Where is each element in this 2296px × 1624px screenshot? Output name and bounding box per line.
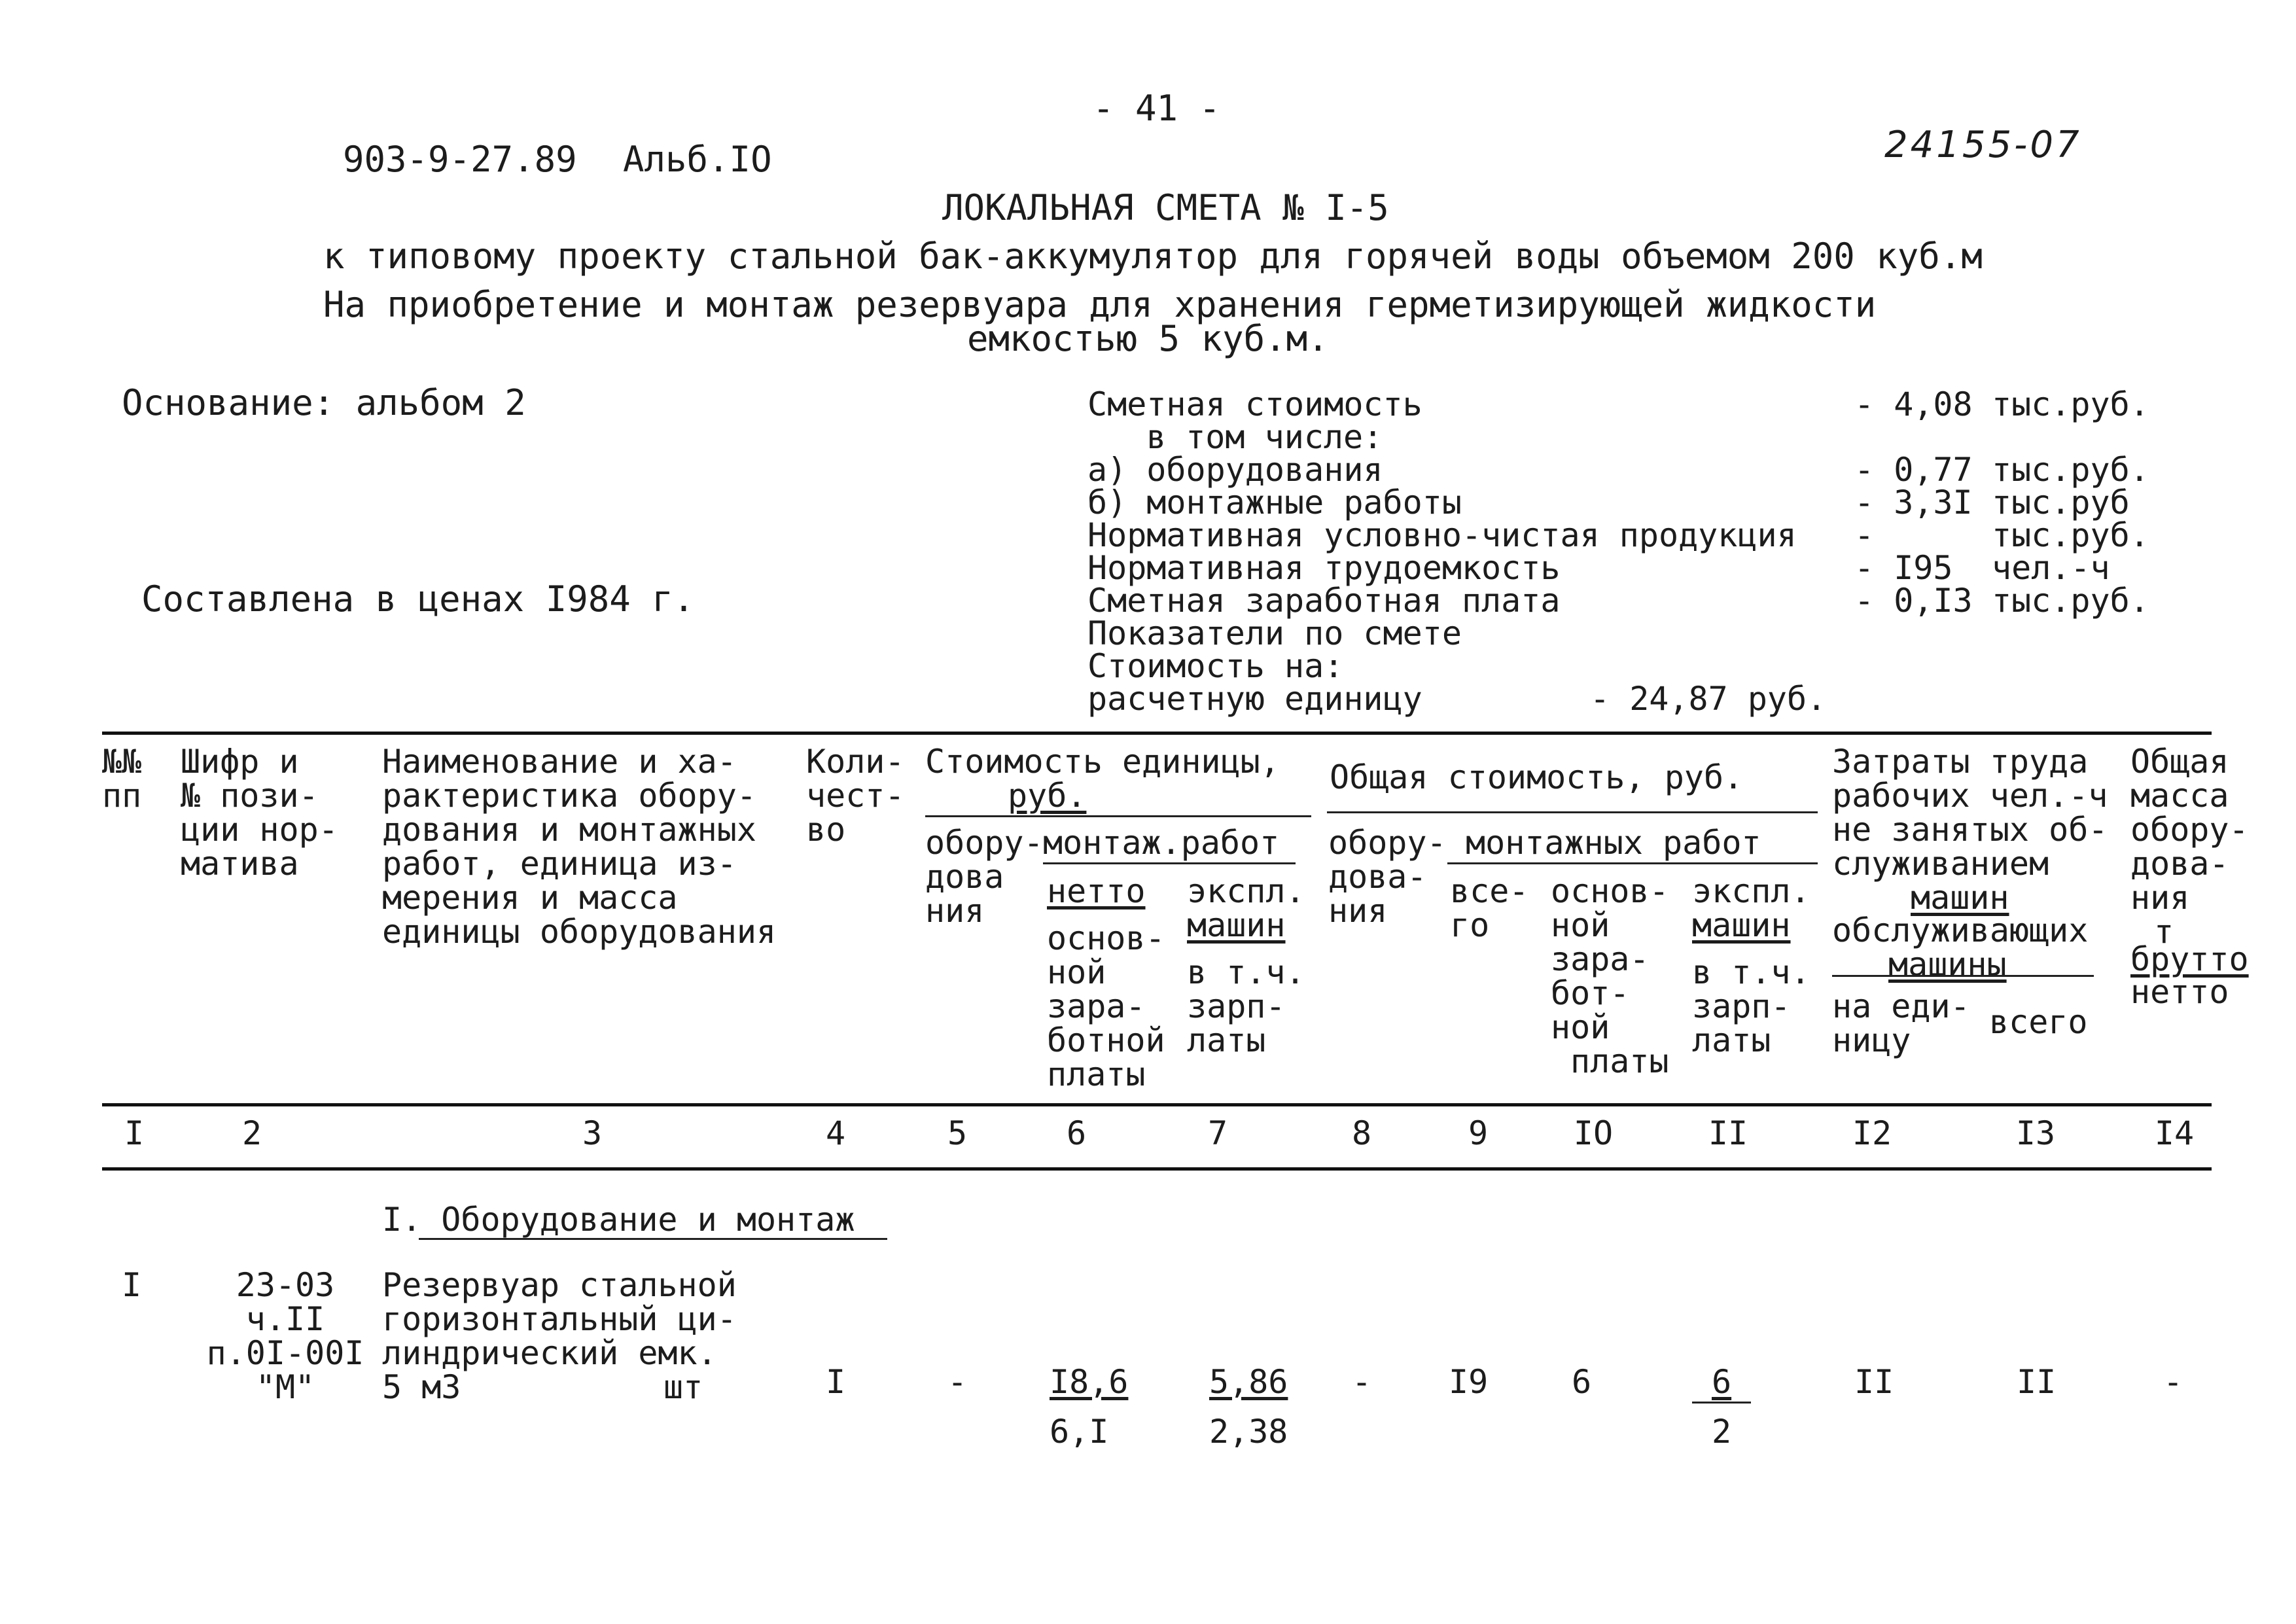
table-top-rule — [102, 732, 2212, 735]
row-col-10: 6 — [1572, 1363, 1592, 1401]
row-col-14: - — [2163, 1363, 2183, 1401]
header-line: масса — [2130, 777, 2229, 815]
header-line: матива — [181, 845, 299, 883]
row-col-8: - — [1352, 1363, 1372, 1401]
header-col-4 — [806, 745, 905, 847]
header-total-cost: Общая стоимость, руб. — [1330, 758, 1744, 796]
row-col-5: - — [947, 1363, 968, 1401]
header-col-1 — [102, 745, 141, 813]
header-labor-machines: машин — [1911, 879, 2009, 917]
header-col-13: всего — [1989, 1003, 2088, 1041]
header-col-6-netto: нетто — [1047, 872, 1146, 910]
header-line: обору- — [925, 824, 1044, 862]
column-number: I4 — [2154, 1114, 2195, 1152]
summary-unit: тыс.руб. — [1992, 582, 2149, 620]
column-number: II — [1708, 1114, 1748, 1152]
column-number: I — [124, 1114, 145, 1152]
header-line: зара- — [1551, 940, 1650, 978]
header-col-3 — [382, 745, 776, 949]
header-line: все- — [1450, 872, 1529, 910]
header-line: латы — [1692, 1021, 1771, 1059]
header-line: ницу — [1832, 1021, 1911, 1059]
summary-unit: тыс.руб — [1992, 484, 2130, 521]
summary-label: Нормативная трудоемкость — [1087, 549, 1561, 587]
header-line: машин — [1187, 906, 1286, 944]
row-col-12: II — [1854, 1363, 1894, 1401]
header-line: платы — [1570, 1042, 1669, 1080]
row-col-11-machines: 6 — [1712, 1363, 1732, 1401]
summary-unit: тыс.руб. — [1992, 516, 2149, 554]
header-col-11 — [1692, 955, 1810, 1057]
header-line: Шифр и — [181, 743, 299, 781]
section-title-underline — [419, 1238, 887, 1240]
header-line: ния — [1328, 892, 1388, 930]
header-col-6 — [1047, 921, 1165, 1091]
basis-text: Основание: альбом 2 — [122, 382, 526, 423]
document-code: 903-9-27.89 — [343, 139, 577, 180]
header-line: Затраты труда — [1832, 743, 2089, 781]
header-line: ния — [925, 892, 985, 930]
header-line: т — [2154, 913, 2174, 951]
header-line: работ, единица из- — [382, 845, 737, 883]
header-line: служиванием — [1832, 845, 2049, 883]
section-title: I. Оборудование и монтаж — [382, 1201, 855, 1239]
header-rule — [1832, 975, 2094, 977]
header-line: Наименование и ха- — [382, 743, 737, 781]
header-line: дова — [925, 858, 1004, 896]
header-unit-cost-rub: руб. — [1008, 777, 1087, 815]
header-line: рактеристика обору- — [382, 777, 756, 815]
code-line: ч.II — [245, 1300, 325, 1338]
column-number: 3 — [582, 1114, 603, 1152]
header-line: Коли- — [806, 743, 905, 781]
header-col-12 — [1832, 989, 1970, 1057]
header-col-8 — [1328, 826, 1447, 928]
page-number: - 41 - — [1093, 88, 1221, 129]
summary-label: а) оборудования — [1087, 451, 1383, 489]
header-mont-works-2: монтажных работ — [1466, 824, 1761, 862]
header-col-9 — [1450, 874, 1528, 942]
column-number: 7 — [1207, 1114, 1228, 1152]
header-line: обору- — [2130, 811, 2249, 849]
column-number: 9 — [1468, 1114, 1489, 1152]
header-col-5 — [925, 826, 1044, 928]
header-line: ции нор- — [181, 811, 338, 849]
header-col-14-brutto: брутто — [2130, 940, 2249, 978]
summary-value: - — [1854, 516, 1875, 554]
summary-value: - I95 — [1854, 549, 1953, 587]
summary-label: расчетную единицу — [1087, 680, 1422, 718]
header-line: обслуживающих — [1832, 911, 2089, 949]
name-line: Резервуар стальной — [382, 1266, 737, 1304]
estimate-subtitle-1: к типовому проекту стальной бак-аккумулятор для горячей воды объемом 200 куб.м — [323, 236, 1983, 277]
name-line: 5 м3 — [382, 1368, 461, 1406]
header-bottom-rule — [102, 1103, 2212, 1106]
header-line: ной — [1047, 953, 1106, 991]
summary-value: - 3,3I — [1854, 484, 1973, 521]
header-line: экспл. — [1692, 872, 1810, 910]
header-rule — [1043, 862, 1296, 864]
header-line: основ- — [1551, 872, 1669, 910]
header-line: зара- — [1047, 987, 1146, 1025]
row-quantity: I — [826, 1363, 846, 1401]
header-line: машины — [1888, 945, 2007, 983]
header-line: рабочих чел.-ч — [1832, 777, 2108, 815]
estimate-subtitle-3: емкостью 5 куб.м. — [967, 318, 1329, 359]
header-line: ной — [1551, 906, 1610, 944]
estimate-subtitle-2: На приобретение и монтаж резервуара для хранения герметизирующей жидкости — [323, 284, 1877, 325]
summary-label: Показатели по смете — [1087, 614, 1462, 652]
header-col-7-top — [1187, 874, 1305, 942]
summary-value: - 4,08 — [1854, 385, 1973, 423]
column-number: IO — [1573, 1114, 1614, 1152]
column-number: 4 — [825, 1114, 846, 1152]
summary-label: Стоимость на: — [1087, 647, 1344, 685]
summary-value: - 0,77 — [1854, 451, 1973, 489]
header-line: зарп- — [1692, 987, 1791, 1025]
header-line: единицы оборудования — [382, 913, 777, 951]
row-col-11-rule — [1692, 1402, 1751, 1403]
header-line: мерения и масса — [382, 879, 678, 917]
header-line: № пози- — [181, 777, 319, 815]
row-unit: шт — [663, 1368, 703, 1406]
header-rule — [1447, 862, 1818, 864]
header-line: бот- — [1551, 974, 1630, 1012]
summary-label: в том числе: — [1146, 418, 1383, 456]
header-mont-works: монтаж.работ — [1043, 824, 1280, 862]
header-line: обору- — [1328, 824, 1447, 862]
summary-label: Нормативная условно-чистая продукция — [1087, 516, 1797, 554]
header-line: не занятых об- — [1832, 811, 2108, 849]
header-col-7 — [1187, 955, 1305, 1057]
header-line: латы — [1187, 1021, 1266, 1059]
unit-cost-value: - 24,87 руб. — [1590, 680, 1827, 718]
column-number: 5 — [947, 1114, 968, 1152]
summary-label: Сметная стоимость — [1087, 385, 1422, 423]
estimate-title: ЛОКАЛЬНАЯ СМЕТА № I-5 — [942, 187, 1389, 228]
row-col-6-wage: 6,I — [1050, 1413, 1109, 1451]
summary-value: - 0,I3 — [1854, 582, 1973, 620]
header-col-14 — [2130, 745, 2249, 949]
header-line: во — [806, 811, 846, 849]
header-line: в т.ч. — [1692, 953, 1810, 991]
header-line: дова- — [1328, 858, 1427, 896]
row-code — [194, 1268, 377, 1404]
row-col-7-machines: 5,86 — [1209, 1363, 1288, 1401]
header-labor — [1832, 745, 2108, 881]
header-line: основ- — [1047, 919, 1165, 957]
header-line: ной — [1551, 1008, 1610, 1046]
header-col-10 — [1551, 874, 1669, 1078]
header-line: платы — [1047, 1055, 1146, 1093]
row-col-7-wage: 2,38 — [1209, 1413, 1288, 1451]
column-number: 8 — [1351, 1114, 1372, 1152]
row-col-6-netto: I8,6 — [1050, 1363, 1129, 1401]
header-line: го — [1450, 906, 1490, 944]
prices-year-text: Составлена в ценах I984 г. — [141, 578, 695, 620]
column-number: 2 — [241, 1114, 262, 1152]
header-line: зарп- — [1187, 987, 1286, 1025]
header-rule — [1327, 811, 1818, 813]
name-line: горизонтальный ци- — [382, 1300, 737, 1338]
header-line: №№ — [102, 743, 142, 781]
header-line: ботной — [1047, 1021, 1165, 1059]
header-line: дования и монтажных — [382, 811, 756, 849]
summary-unit: чел.-ч — [1992, 549, 2110, 587]
row-col-9: I9 — [1449, 1363, 1489, 1401]
header-line: ния — [2130, 879, 2190, 917]
row-number: I — [122, 1266, 142, 1304]
header-line: машин — [1692, 906, 1791, 944]
column-number: 6 — [1066, 1114, 1087, 1152]
header-col-2 — [181, 745, 338, 881]
summary-label: Сметная заработная плата — [1087, 582, 1561, 620]
name-line: линдрический емк. — [382, 1334, 717, 1372]
inventory-stamp: 24155-07 — [1884, 124, 2082, 166]
column-number: I3 — [2015, 1114, 2056, 1152]
summary-label: б) монтажные работы — [1087, 484, 1462, 521]
header-line: в т.ч. — [1187, 953, 1305, 991]
header-line: на еди- — [1832, 987, 1970, 1025]
header-labor-serving — [1832, 913, 2088, 981]
numbers-bottom-rule — [102, 1167, 2212, 1171]
album-number: Альб.IO — [623, 139, 772, 180]
header-line: дова- — [2130, 845, 2229, 883]
header-col-11-top — [1692, 874, 1810, 942]
column-number: I2 — [1852, 1114, 1892, 1152]
header-unit-cost: Стоимость единицы, — [925, 743, 1280, 781]
summary-unit: тыс.руб. — [1992, 451, 2149, 489]
header-rule — [925, 815, 1311, 817]
header-line: пп — [102, 777, 142, 815]
row-col-11-wage: 2 — [1712, 1413, 1732, 1451]
code-line: 23-03 — [236, 1266, 335, 1304]
header-col-14-netto: нетто — [2130, 973, 2229, 1011]
header-line: Общая — [2130, 743, 2229, 781]
summary-unit: тыс.руб. — [1992, 385, 2149, 423]
header-line: чест- — [806, 777, 905, 815]
code-line: "М" — [255, 1368, 315, 1406]
code-line: п.0I-00I — [206, 1334, 364, 1372]
row-col-13: II — [2017, 1363, 2057, 1401]
header-line: экспл. — [1187, 872, 1305, 910]
